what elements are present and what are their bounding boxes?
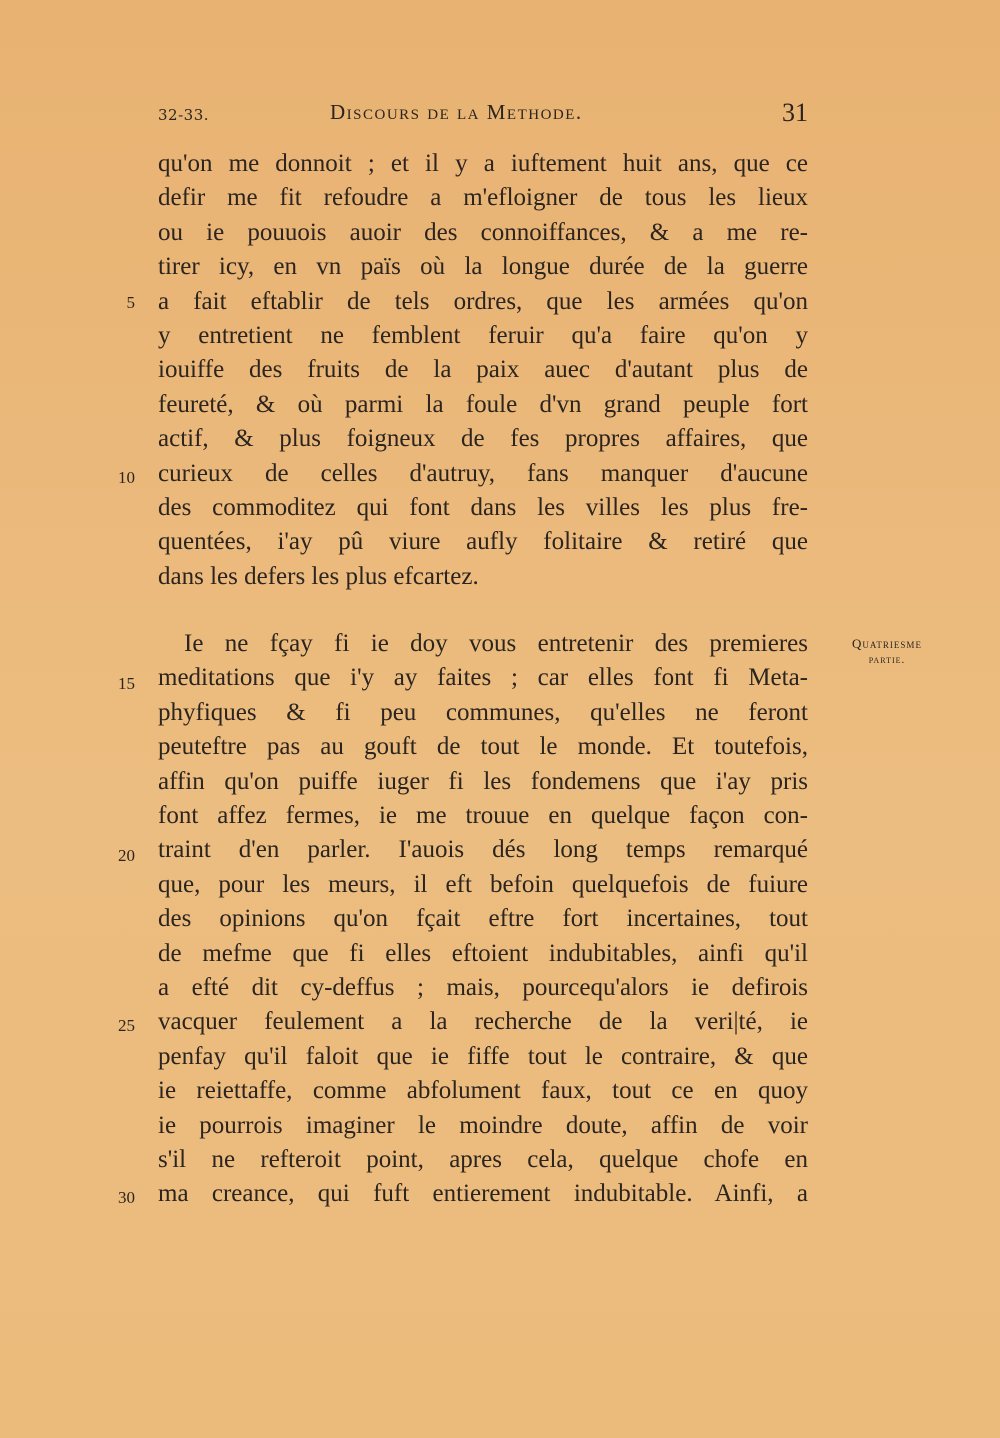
line-number: 10 bbox=[118, 468, 135, 487]
text-line: Ie ne fçay fi ie doy vous entretenir des premieres bbox=[184, 630, 808, 657]
text-line: tirer icy, en vn païs où la longue durée de la guerre bbox=[158, 253, 808, 281]
text-line: peuteftre pas au gouft de tout le monde. Et toutefois, bbox=[158, 733, 808, 761]
text-line: penfay qu'il faloit que ie fiffe tout le contraire, & que bbox=[158, 1042, 808, 1070]
text-line: ma creance, qui fuft entierement indubitable. Ainfi, a bbox=[158, 1180, 808, 1208]
text-line: de mefme que fi elles eftoient indubitables, ainfi qu'il bbox=[158, 939, 808, 967]
margin-note bbox=[832, 636, 942, 668]
text-line: des opinions qu'on fçait eftre fort incertaines, tout bbox=[158, 905, 808, 933]
line-number: 30 bbox=[118, 1188, 135, 1207]
text-line: ie reiettaffe, comme abfolument faux, tout ce en quoy bbox=[158, 1077, 808, 1105]
margin-note-line-2: partie. bbox=[868, 654, 906, 666]
line-number: 25 bbox=[118, 1016, 135, 1035]
text-line: feureté, & où parmi la foule d'vn grand peuple fort bbox=[158, 390, 808, 418]
text-line: iouiffe des fruits de la paix auec d'autant plus de bbox=[158, 356, 808, 384]
text-line: des commoditez qui font dans les villes les plus fre- bbox=[158, 494, 808, 521]
header-title: Discours de la Methode. bbox=[330, 100, 583, 124]
text-line: curieux de celles d'autruy, fans manquer d'aucune bbox=[158, 459, 808, 487]
text-line: actif, & plus foigneux de fes propres affaires, que bbox=[158, 425, 808, 453]
text-line: a efté dit cy-deffus ; mais, pourcequ'alors ie defirois bbox=[158, 974, 808, 1001]
text-line: font affez fermes, ie me trouue en quelque façon con- bbox=[158, 802, 808, 829]
text-line: ie pourrois imaginer le moindre doute, affin de voir bbox=[158, 1111, 808, 1139]
text-line: traint d'en parler. I'auois dés long temps remarqué bbox=[158, 836, 808, 864]
text-line: y entretient ne femblent feruir qu'a faire qu'on y bbox=[158, 322, 808, 349]
text-line: ou ie pouuois auoir des connoiffances, & a me re- bbox=[158, 218, 808, 246]
margin-note-line-1: Quatriesme bbox=[852, 636, 922, 651]
text-line: dans les defers les plus efcartez. bbox=[158, 562, 479, 590]
text-line: phyfiques & fi peu communes, qu'elles ne feront bbox=[158, 698, 808, 726]
text-line: vacquer feulement a la recherche de la veri|té, ie bbox=[158, 1008, 808, 1036]
header-page-range: 32-33. bbox=[158, 106, 210, 124]
running-header bbox=[158, 100, 808, 134]
line-number: 15 bbox=[118, 674, 135, 693]
text-line: defir me fit refoudre a m'efloigner de tous les lieux bbox=[158, 184, 808, 212]
page-number: 31 bbox=[782, 98, 808, 127]
text-line: a fait eftablir de tels ordres, que les armées qu'on bbox=[158, 287, 808, 315]
text-line: s'il ne refteroit point, apres cela, quelque chofe en bbox=[158, 1146, 808, 1173]
line-number: 5 bbox=[126, 293, 135, 312]
text-line: que, pour les meurs, il eft befoin quelquefois de fuiure bbox=[158, 870, 808, 898]
text-line: qu'on me donnoit ; et il y a iuftement huit ans, que ce bbox=[158, 150, 808, 177]
line-number: 20 bbox=[118, 846, 135, 865]
text-line: affin qu'on puiffe iuger fi les fondemens que i'ay pris bbox=[158, 767, 808, 795]
text-line: meditations que i'y ay faites ; car elles font fi Meta- bbox=[158, 664, 808, 692]
text-line: quentées, i'ay pû viure aufly folitaire & retiré que bbox=[158, 528, 808, 556]
